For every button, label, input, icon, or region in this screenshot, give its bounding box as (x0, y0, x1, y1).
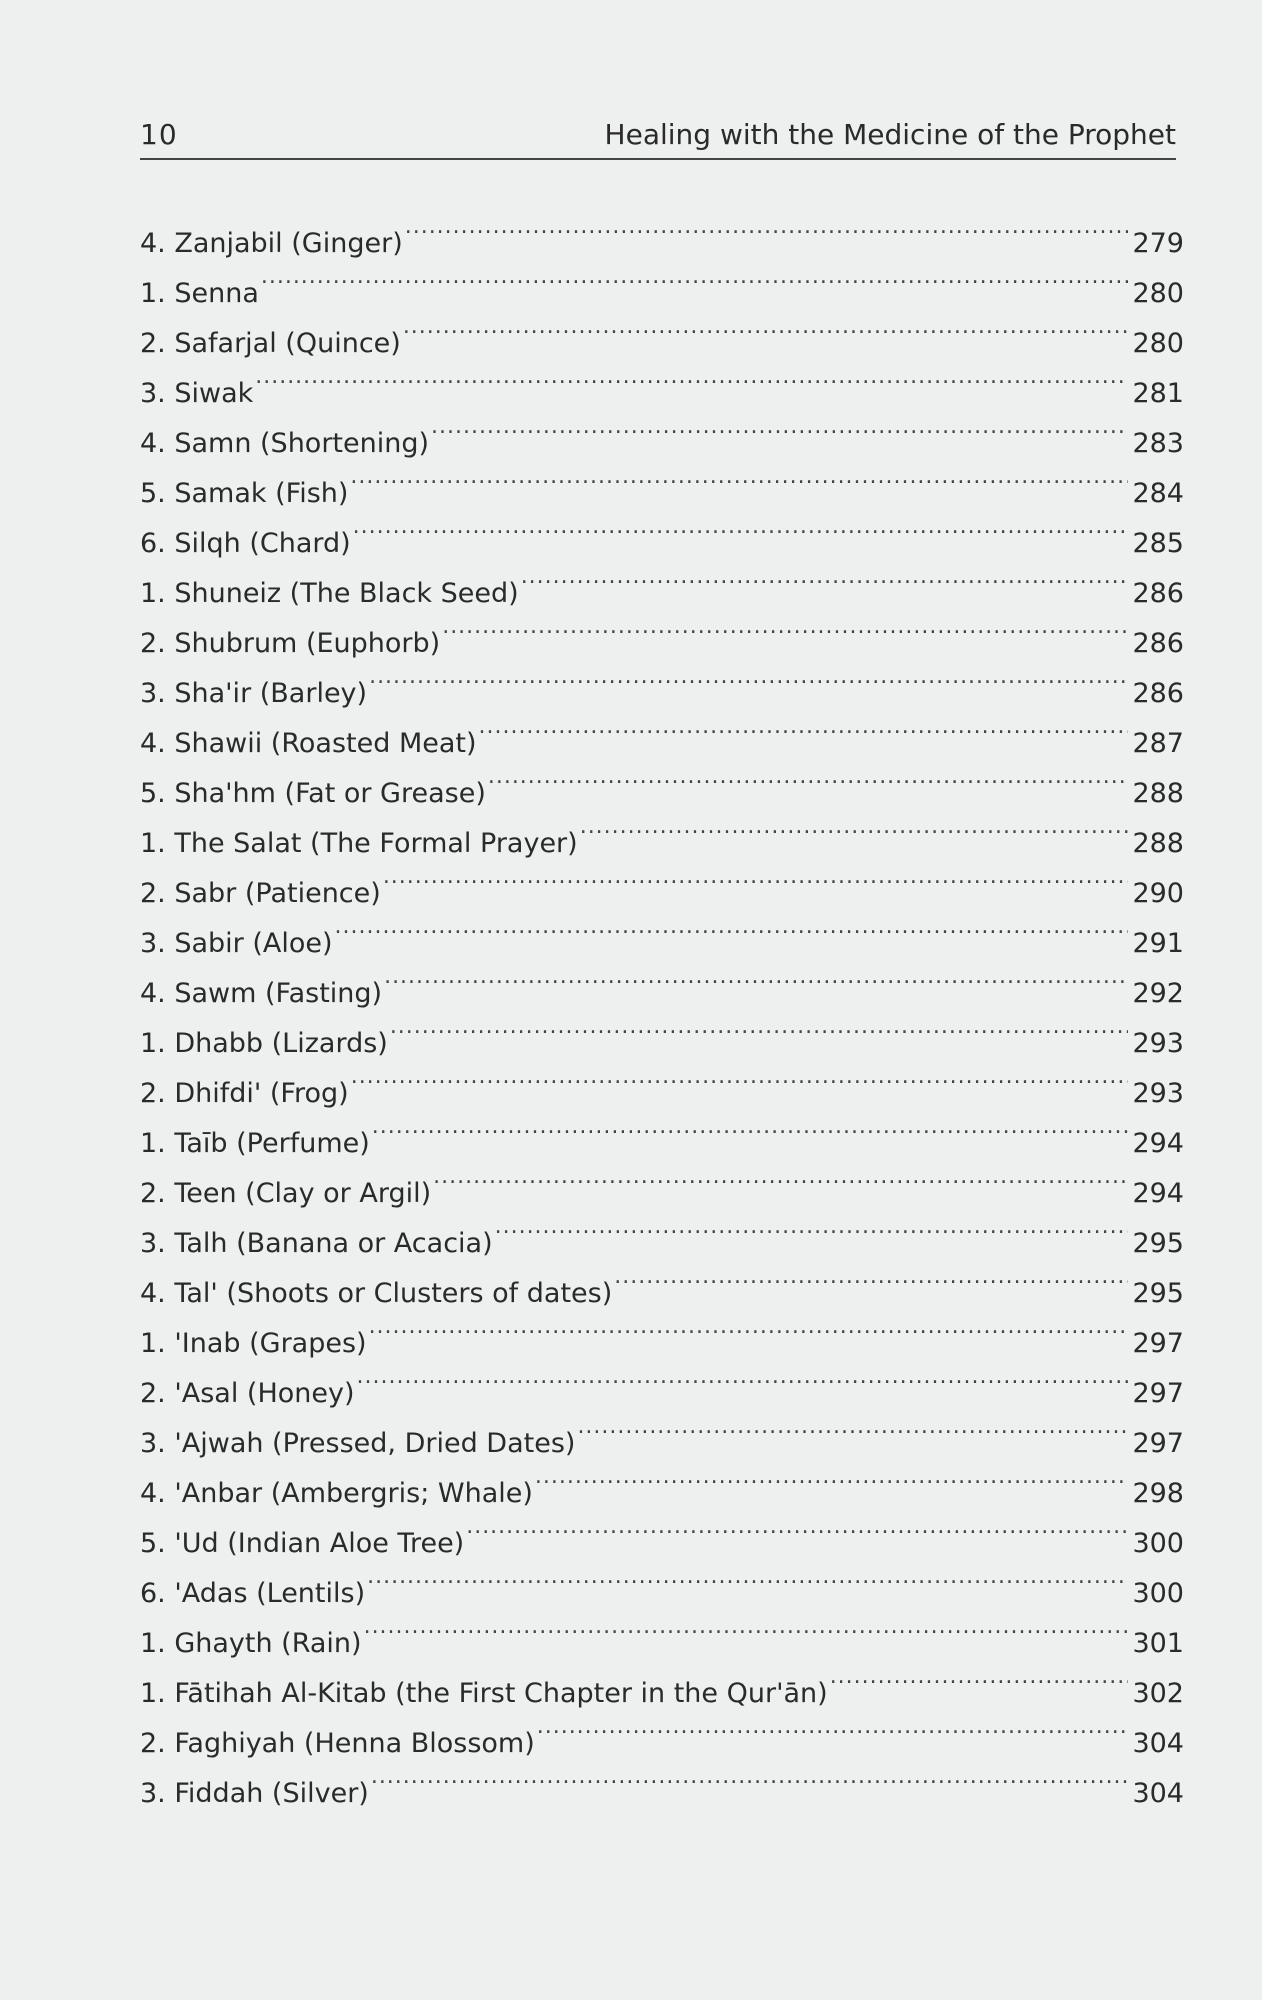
toc-entry-page: 286 (1132, 678, 1184, 709)
dot-leader (369, 1302, 1129, 1352)
toc-entry-label: 1. Shuneiz (The Black Seed) (140, 578, 519, 609)
toc-entry-page: 288 (1132, 778, 1184, 809)
toc-entry (140, 202, 1184, 259)
toc-entry-page: 283 (1132, 428, 1184, 459)
toc-entry-page: 293 (1132, 1078, 1184, 1109)
dot-leader (353, 502, 1129, 552)
toc-entry-page: 286 (1132, 578, 1184, 609)
toc-entry-label: 1. Ghayth (Rain) (140, 1628, 362, 1659)
dot-leader (390, 1002, 1129, 1052)
toc-entry-page: 293 (1132, 1028, 1184, 1059)
toc-entry-label: 5. 'Ud (Indian Aloe Tree) (140, 1528, 465, 1559)
toc-entry-label: 2. Teen (Clay or Argil) (140, 1178, 432, 1209)
toc-entry-page: 304 (1132, 1728, 1184, 1759)
dot-leader (357, 1352, 1129, 1402)
toc-entry-page: 297 (1132, 1428, 1184, 1459)
dot-leader (335, 902, 1129, 952)
toc-entry (140, 302, 1184, 359)
toc-entry-page: 300 (1132, 1528, 1184, 1559)
toc-entry-page: 294 (1132, 1178, 1184, 1209)
toc-entry-label: 1. Taīb (Perfume) (140, 1128, 370, 1159)
toc-entry-label: 3. Sha'ir (Barley) (140, 678, 368, 709)
toc-entry (140, 402, 1184, 459)
toc-entry-label: 4. Shawii (Roasted Meat) (140, 728, 477, 759)
toc-entry-label: 2. Dhifdi' (Frog) (140, 1078, 349, 1109)
dot-leader (431, 402, 1128, 452)
toc-entry-label: 4. Tal' (Shoots or Clusters of dates) (140, 1278, 613, 1309)
toc-entry-page: 279 (1132, 228, 1184, 259)
dot-leader (367, 1552, 1128, 1602)
dot-leader (261, 252, 1129, 302)
toc-entry-label: 6. Silqh (Chard) (140, 528, 351, 559)
toc-entry-page: 294 (1132, 1128, 1184, 1159)
dot-leader (442, 602, 1128, 652)
dot-leader (537, 1702, 1129, 1752)
toc-entry-page: 281 (1132, 378, 1184, 409)
toc-entry-label: 3. Talh (Banana or Acacia) (140, 1228, 493, 1259)
dot-leader (351, 1052, 1129, 1102)
dot-leader (488, 752, 1129, 802)
toc-entry-label: 4. Sawm (Fasting) (140, 978, 383, 1009)
dot-leader (372, 1102, 1129, 1152)
toc-entry-label: 2. 'Asal (Honey) (140, 1378, 355, 1409)
dot-leader (577, 1402, 1128, 1452)
toc-entry-label: 5. Sha'hm (Fat or Grease) (140, 778, 486, 809)
toc-entry-label: 3. Sabir (Aloe) (140, 928, 333, 959)
toc-entry-label: 3. 'Ajwah (Pressed, Dried Dates) (140, 1428, 576, 1459)
toc-entry-page: 291 (1132, 928, 1184, 959)
dot-leader (369, 652, 1128, 702)
dot-leader (255, 352, 1128, 402)
toc-entry-label: 1. Fātihah Al-Kitab (the First Chapter in the Qur'ān) (140, 1678, 828, 1709)
dot-leader (466, 1502, 1128, 1552)
toc-entry-page: 304 (1132, 1778, 1184, 1809)
toc-entry-label: 2. Faghiyah (Henna Blossom) (140, 1728, 535, 1759)
dot-leader (364, 1602, 1129, 1652)
dot-leader (495, 1202, 1129, 1252)
dot-leader (433, 1152, 1128, 1202)
dot-leader (580, 802, 1129, 852)
toc-entry-page: 295 (1132, 1228, 1184, 1259)
toc-entry-label: 1. The Salat (The Formal Prayer) (140, 828, 578, 859)
table-of-contents (140, 202, 1184, 1809)
dot-leader (521, 552, 1129, 602)
toc-entry-label: 3. Siwak (140, 378, 254, 409)
dot-leader (384, 952, 1128, 1002)
running-title: Healing with the Medicine of the Prophet (604, 118, 1176, 151)
toc-entry-page: 297 (1132, 1328, 1184, 1359)
toc-entry-label: 5. Samak (Fish) (140, 478, 349, 509)
running-header (140, 112, 1176, 160)
toc-entry-page: 288 (1132, 828, 1184, 859)
toc-entry-label: 2. Shubrum (Euphorb) (140, 628, 441, 659)
toc-entry-page: 280 (1132, 278, 1184, 309)
toc-entry-page: 302 (1132, 1678, 1184, 1709)
toc-entry (140, 352, 1184, 409)
toc-entry-label: 3. Fiddah (Silver) (140, 1778, 369, 1809)
page-number: 10 (140, 118, 178, 151)
dot-leader (403, 302, 1129, 352)
toc-entry-page: 287 (1132, 728, 1184, 759)
toc-entry-page: 301 (1132, 1628, 1184, 1659)
toc-entry-page: 300 (1132, 1578, 1184, 1609)
dot-leader (383, 852, 1129, 902)
toc-entry-label: 2. Safarjal (Quince) (140, 328, 401, 359)
toc-entry-label: 4. 'Anbar (Ambergris; Whale) (140, 1478, 533, 1509)
toc-entry-label: 4. Zanjabil (Ginger) (140, 228, 403, 259)
dot-leader (614, 1252, 1128, 1302)
dot-leader (405, 202, 1129, 252)
toc-entry-page: 295 (1132, 1278, 1184, 1309)
toc-entry-page: 285 (1132, 528, 1184, 559)
toc-entry (140, 252, 1184, 309)
toc-entry-label: 1. Senna (140, 278, 259, 309)
toc-entry-page: 298 (1132, 1478, 1184, 1509)
toc-entry-page: 297 (1132, 1378, 1184, 1409)
toc-entry-label: 4. Samn (Shortening) (140, 428, 430, 459)
dot-leader (535, 1452, 1129, 1502)
dot-leader (830, 1652, 1129, 1702)
dot-leader (371, 1752, 1129, 1802)
toc-entry-page: 280 (1132, 328, 1184, 359)
dot-leader (479, 702, 1129, 752)
toc-entry-page: 292 (1132, 978, 1184, 1009)
toc-entry-label: 1. Dhabb (Lizards) (140, 1028, 388, 1059)
toc-entry-page: 290 (1132, 878, 1184, 909)
dot-leader (350, 452, 1128, 502)
toc-entry-page: 284 (1132, 478, 1184, 509)
toc-entry-label: 6. 'Adas (Lentils) (140, 1578, 366, 1609)
toc-entry-label: 1. 'Inab (Grapes) (140, 1328, 367, 1359)
toc-entry-label: 2. Sabr (Patience) (140, 878, 381, 909)
toc-entry-page: 286 (1132, 628, 1184, 659)
